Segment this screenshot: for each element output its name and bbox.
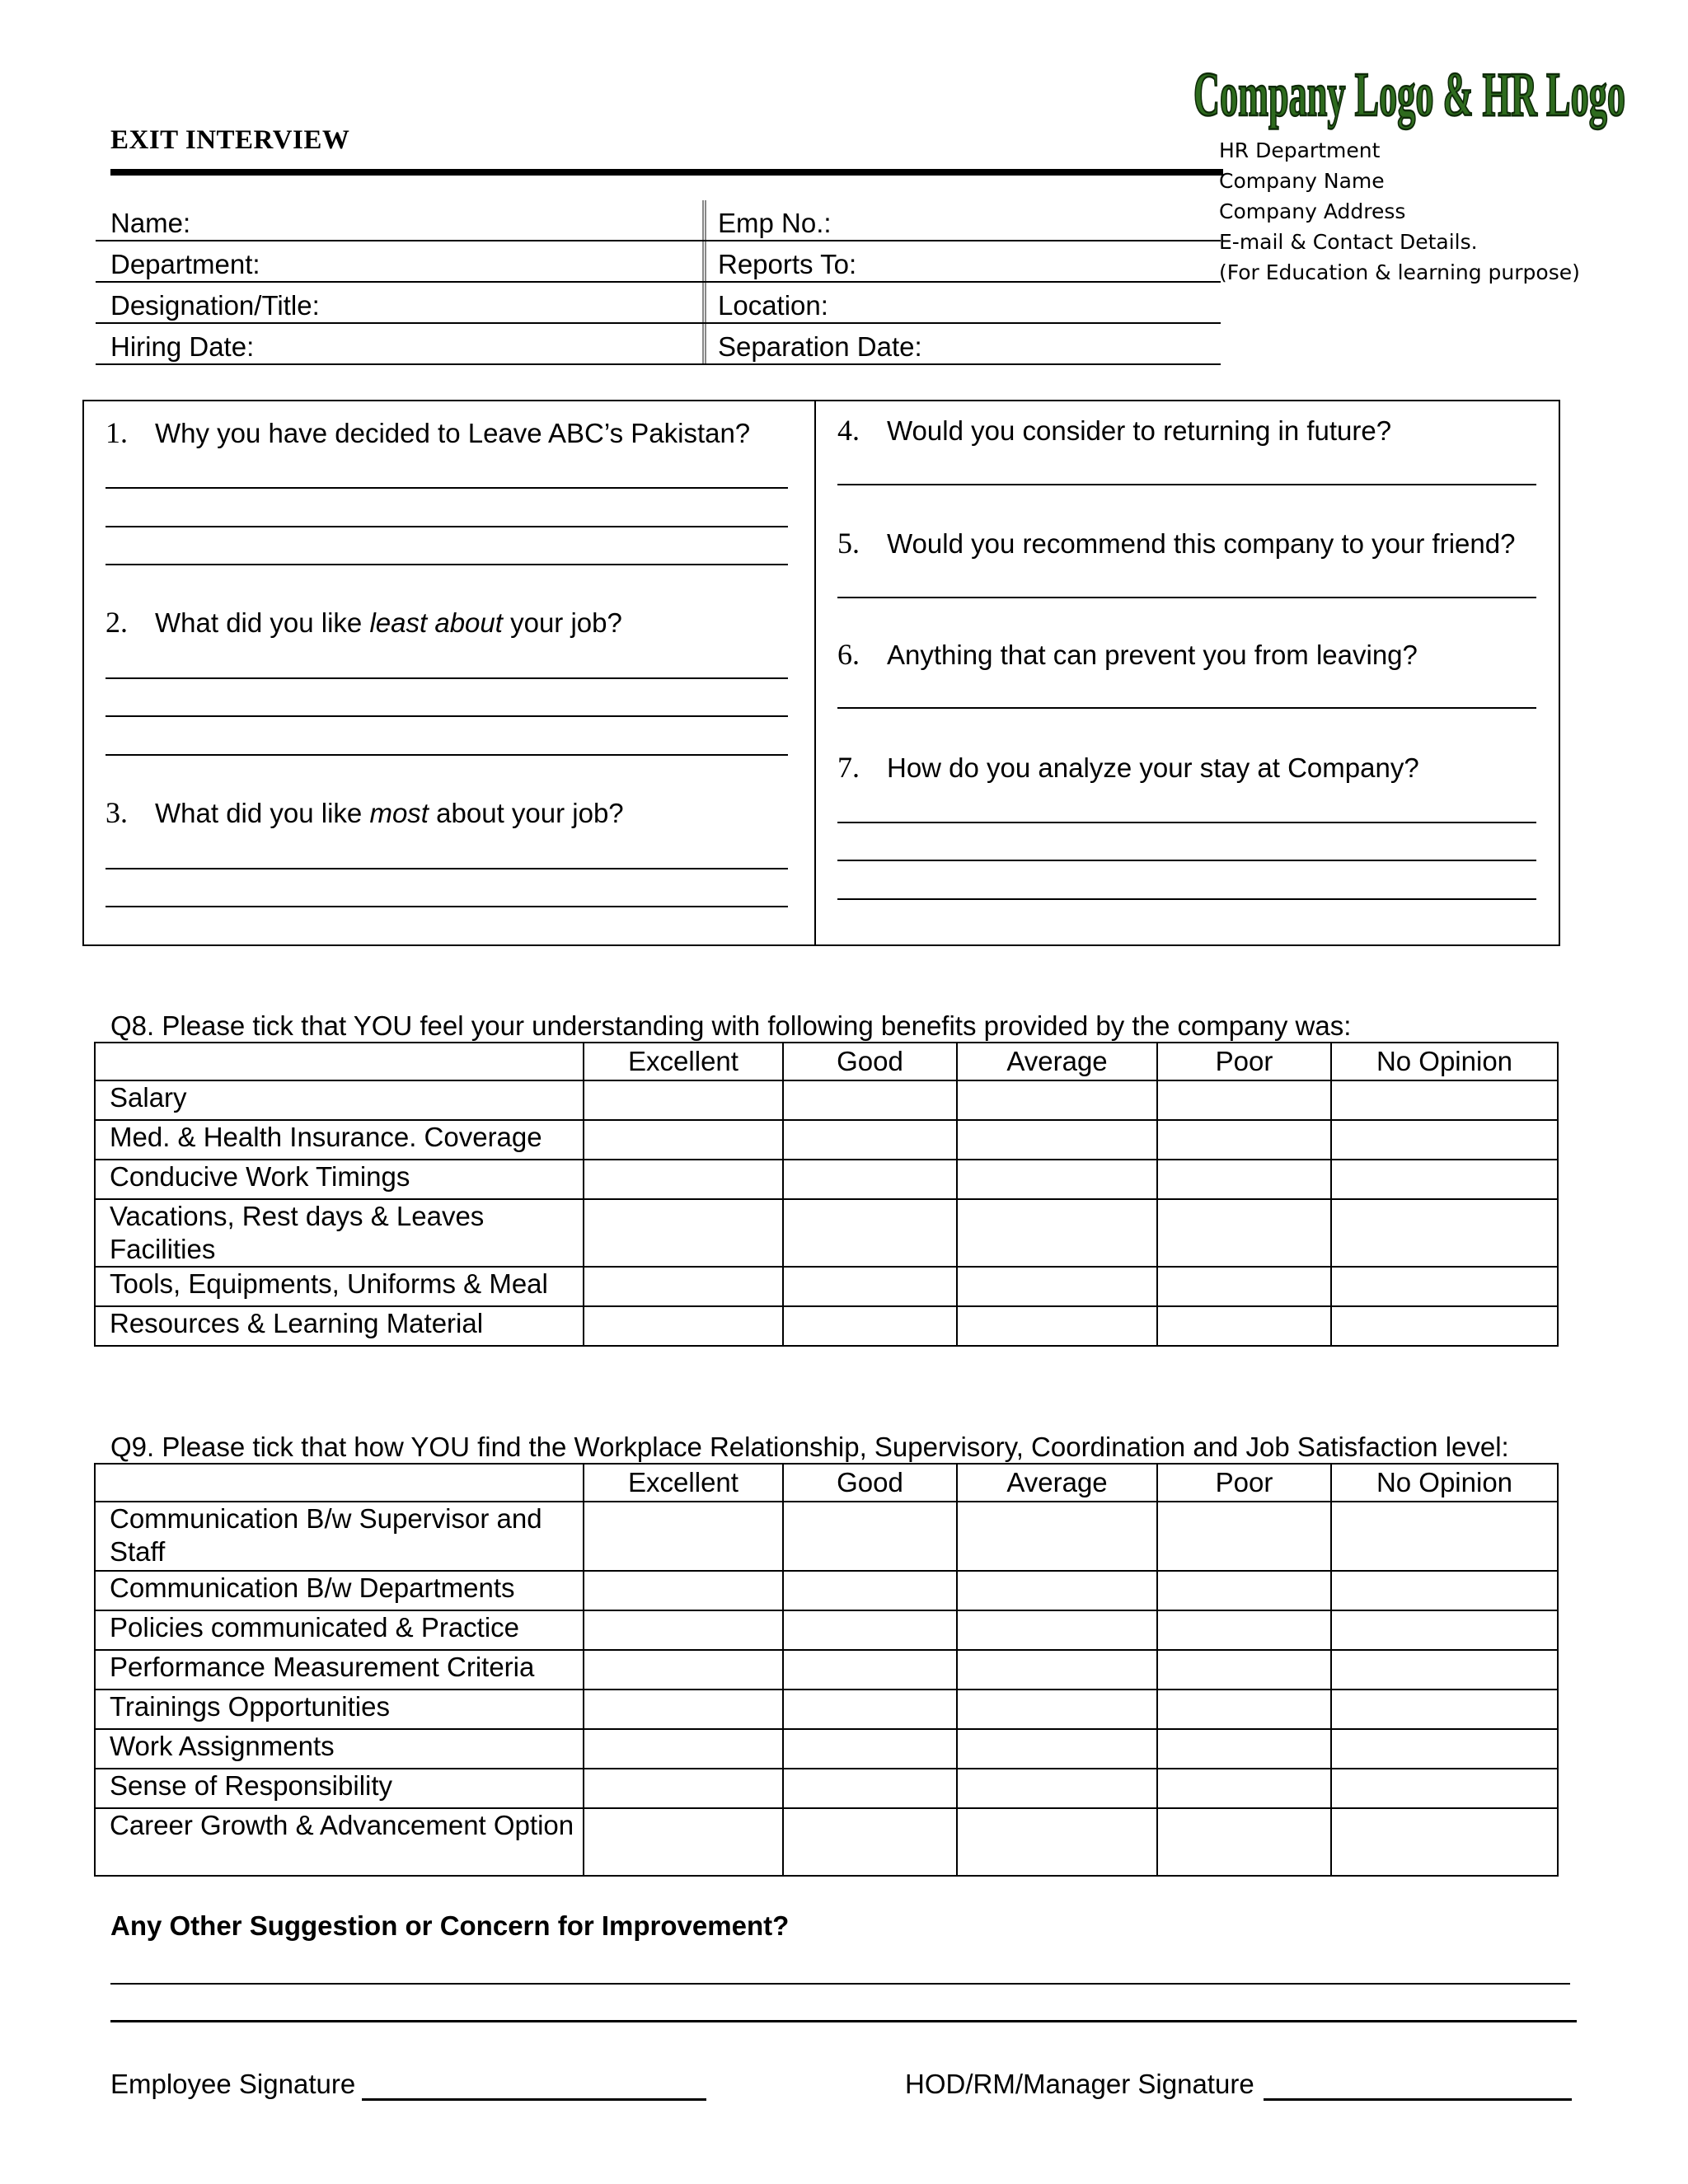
tick-box-poor[interactable] [1157,1769,1331,1808]
q8-rating-table [94,1042,1559,1347]
tick-box-no-opinion[interactable] [1331,1729,1558,1769]
manager-signature-line[interactable] [1264,2098,1572,2101]
rating-header-row [95,1043,1558,1080]
question-1 [106,415,750,450]
question-emphasis: least about [369,607,503,638]
tick-box-no-opinion[interactable] [1331,1080,1558,1120]
tick-box-poor[interactable] [1157,1690,1331,1729]
rating-header-row [95,1464,1558,1502]
tick-box-poor[interactable] [1157,1729,1331,1769]
tick-box-excellent[interactable] [584,1160,783,1199]
question-text: Why you have decided to Leave ABC’s Pakistan? [155,418,751,448]
tick-box-average[interactable] [957,1571,1157,1610]
tick-box-average[interactable] [957,1120,1157,1160]
tick-box-good[interactable] [783,1610,957,1650]
tick-box-average[interactable] [957,1769,1157,1808]
tick-box-excellent[interactable] [584,1610,783,1650]
answer-line-q2[interactable] [106,754,788,756]
table-row [95,1729,1558,1769]
row-label: Communication B/w Departments [95,1571,584,1610]
suggestion-heading: Any Other Suggestion or Concern for Improvement? [110,1910,790,1941]
emp-no-field[interactable]: Emp No.: [718,208,832,238]
tick-box-good[interactable] [783,1502,957,1571]
tick-box-excellent[interactable] [584,1120,783,1160]
tick-box-poor[interactable] [1157,1650,1331,1690]
tick-box-no-opinion[interactable] [1331,1571,1558,1610]
tick-box-good[interactable] [783,1080,957,1120]
suggestion-line[interactable] [110,1983,1570,1985]
table-row [95,1769,1558,1808]
q9-question: Q9. Please tick that how YOU find the Workplace Relationship, Supervisory, Coordination and Job Satisfaction level: [110,1432,1509,1462]
tick-box-poor[interactable] [1157,1120,1331,1160]
employee-info-row [96,200,1221,241]
company-name: Company Name [1219,169,1385,193]
employee-signature-label: Employee Signature [110,2069,356,2099]
tick-box-good[interactable] [783,1690,957,1729]
employee-signature-line[interactable] [362,2098,706,2101]
row-label: Performance Measurement Criteria [95,1650,584,1690]
tick-box-good[interactable] [783,1199,957,1267]
header-no-opinion: No Opinion [1331,1464,1558,1502]
suggestion-line[interactable] [110,2020,1577,2022]
tick-box-good[interactable] [783,1120,957,1160]
header-poor: Poor [1157,1464,1331,1502]
tick-box-excellent[interactable] [584,1808,783,1876]
question-text: What did you like [155,798,370,828]
table-row [95,1267,1558,1306]
tick-box-excellent[interactable] [584,1080,783,1120]
answer-line-q1[interactable] [106,487,788,489]
answer-line-q7[interactable] [837,822,1536,823]
tick-box-good[interactable] [783,1160,957,1199]
tick-box-poor[interactable] [1157,1306,1331,1346]
table-row [95,1502,1558,1571]
tick-box-excellent[interactable] [584,1571,783,1610]
tick-box-average[interactable] [957,1502,1157,1571]
questions-divider [814,401,816,944]
table-row [95,1808,1558,1876]
tick-box-no-opinion[interactable] [1331,1650,1558,1690]
table-row [95,1120,1558,1160]
header-poor: Poor [1157,1043,1331,1080]
name-field[interactable]: Name: [96,200,706,240]
answer-line-q2[interactable] [106,677,788,679]
manager-signature-label: HOD/RM/Manager Signature [905,2069,1254,2099]
table-row [95,1690,1558,1729]
reports-to-field[interactable]: Reports To: [718,249,857,279]
answer-line-q1[interactable] [106,564,788,565]
question-text: What did you like [155,607,370,638]
q8-question: Q8. Please tick that YOU feel your understanding with following benefits provided by the company was: [110,1010,1352,1041]
table-row [95,1160,1558,1199]
company-address: Company Address [1219,199,1406,223]
tick-box-poor[interactable] [1157,1502,1331,1571]
question-number: 1. [106,416,128,449]
header-excellent: Excellent [584,1464,783,1502]
tick-box-poor[interactable] [1157,1267,1331,1306]
tick-box-average[interactable] [957,1808,1157,1876]
tick-box-excellent[interactable] [584,1306,783,1346]
purpose-note: (For Education & learning purpose) [1219,260,1580,284]
tick-box-no-opinion[interactable] [1331,1808,1558,1876]
q9-rating-table [94,1463,1559,1877]
question-text: Anything that can prevent you from leaving? [887,640,1418,670]
tick-box-excellent[interactable] [584,1690,783,1729]
answer-line-q1[interactable] [106,526,788,527]
row-label: Trainings Opportunities [95,1690,584,1729]
tick-box-no-opinion[interactable] [1331,1306,1558,1346]
question-6 [837,637,1418,672]
header-excellent: Excellent [584,1043,783,1080]
row-label: Resources & Learning Material [95,1306,584,1346]
tick-box-average[interactable] [957,1650,1157,1690]
answer-line-q7[interactable] [837,860,1536,861]
header-blank [95,1464,584,1502]
tick-box-average[interactable] [957,1080,1157,1120]
answer-line-q5[interactable] [837,597,1536,598]
tick-box-excellent[interactable] [584,1267,783,1306]
hr-department: HR Department [1219,138,1381,162]
table-row [95,1610,1558,1650]
logo-text: Company Logo & HR Logo [1193,60,1625,129]
tick-box-average[interactable] [957,1729,1157,1769]
answer-line-q3[interactable] [106,906,788,907]
employee-info-row [96,324,1221,365]
designation-field[interactable]: Designation/Title: [96,283,706,322]
table-row [95,1306,1558,1346]
tick-box-good[interactable] [783,1306,957,1346]
table-row [95,1571,1558,1610]
question-text: Would you recommend this company to your friend? [887,528,1516,559]
row-label: Vacations, Rest days & Leaves Facilities [95,1199,584,1267]
tick-box-no-opinion[interactable] [1331,1769,1558,1808]
employee-info-row [96,241,1221,283]
questions-box [82,400,1560,946]
question-5 [837,526,1515,560]
question-3 [106,795,624,830]
header-blank [95,1043,584,1080]
tick-box-excellent[interactable] [584,1199,783,1267]
tick-box-good[interactable] [783,1650,957,1690]
answer-line-q6[interactable] [837,707,1536,709]
question-number: 4. [837,414,860,447]
title-rule [110,169,1223,176]
row-label: Policies communicated & Practice [95,1610,584,1650]
question-text: How do you analyze your stay at Company? [887,752,1419,783]
row-label: Communication B/w Supervisor and Staff [95,1502,584,1571]
tick-box-good[interactable] [783,1571,957,1610]
answer-line-q4[interactable] [837,484,1536,485]
row-label: Sense of Responsibility [95,1769,584,1808]
header-good: Good [783,1043,957,1080]
row-label: Salary [95,1080,584,1120]
tick-box-average[interactable] [957,1267,1157,1306]
header-average: Average [957,1043,1157,1080]
tick-box-good[interactable] [783,1808,957,1876]
tick-box-excellent[interactable] [584,1502,783,1571]
separation-date-field[interactable]: Separation Date: [718,331,922,362]
tick-box-poor[interactable] [1157,1080,1331,1120]
tick-box-no-opinion[interactable] [1331,1502,1558,1571]
tick-box-excellent[interactable] [584,1650,783,1690]
location-field[interactable]: Location: [718,290,828,321]
question-emphasis: most [369,798,429,828]
tick-box-no-opinion[interactable] [1331,1610,1558,1650]
question-number: 3. [106,796,128,829]
tick-box-average[interactable] [957,1690,1157,1729]
question-number: 7. [837,751,860,784]
answer-line-q2[interactable] [106,715,788,717]
table-row [95,1650,1558,1690]
tick-box-good[interactable] [783,1267,957,1306]
table-row [95,1199,1558,1267]
tick-box-excellent[interactable] [584,1769,783,1808]
tick-box-no-opinion[interactable] [1331,1120,1558,1160]
tick-box-average[interactable] [957,1610,1157,1650]
employee-info-table [96,200,1221,365]
tick-box-poor[interactable] [1157,1571,1331,1610]
form-title: EXIT INTERVIEW [110,125,350,155]
question-text: about your job? [428,798,624,828]
tick-box-no-opinion[interactable] [1331,1160,1558,1199]
row-label: Med. & Health Insurance. Coverage [95,1120,584,1160]
row-label: Work Assignments [95,1729,584,1769]
hr-info-block [1219,135,1580,288]
question-number: 2. [106,606,128,639]
tick-box-no-opinion[interactable] [1331,1690,1558,1729]
department-field[interactable]: Department: [96,241,706,281]
tick-box-no-opinion[interactable] [1331,1199,1558,1267]
row-label: Tools, Equipments, Uniforms & Meal [95,1267,584,1306]
question-number: 5. [837,527,860,560]
question-number: 6. [837,638,860,671]
hiring-date-field[interactable]: Hiring Date: [96,324,706,363]
row-label: Career Growth & Advancement Option [95,1808,584,1876]
tick-box-excellent[interactable] [584,1729,783,1769]
tick-box-average[interactable] [957,1199,1157,1267]
header-average: Average [957,1464,1157,1502]
row-label: Conducive Work Timings [95,1160,584,1199]
tick-box-poor[interactable] [1157,1610,1331,1650]
tick-box-poor[interactable] [1157,1199,1331,1267]
question-7 [837,750,1419,785]
question-text: your job? [502,607,622,638]
header-good: Good [783,1464,957,1502]
question-text: Would you consider to returning in future? [887,415,1392,446]
tick-box-average[interactable] [957,1160,1157,1199]
tick-box-poor[interactable] [1157,1808,1331,1876]
tick-box-poor[interactable] [1157,1160,1331,1199]
tick-box-good[interactable] [783,1769,957,1808]
contact-details: E-mail & Contact Details. [1219,230,1478,254]
tick-box-average[interactable] [957,1306,1157,1346]
answer-line-q3[interactable] [106,868,788,869]
answer-line-q7[interactable] [837,898,1536,900]
employee-info-row [96,283,1221,324]
question-4 [837,413,1391,448]
table-row [95,1080,1558,1120]
tick-box-no-opinion[interactable] [1331,1267,1558,1306]
tick-box-good[interactable] [783,1729,957,1769]
header-no-opinion: No Opinion [1331,1043,1558,1080]
question-2 [106,605,622,640]
